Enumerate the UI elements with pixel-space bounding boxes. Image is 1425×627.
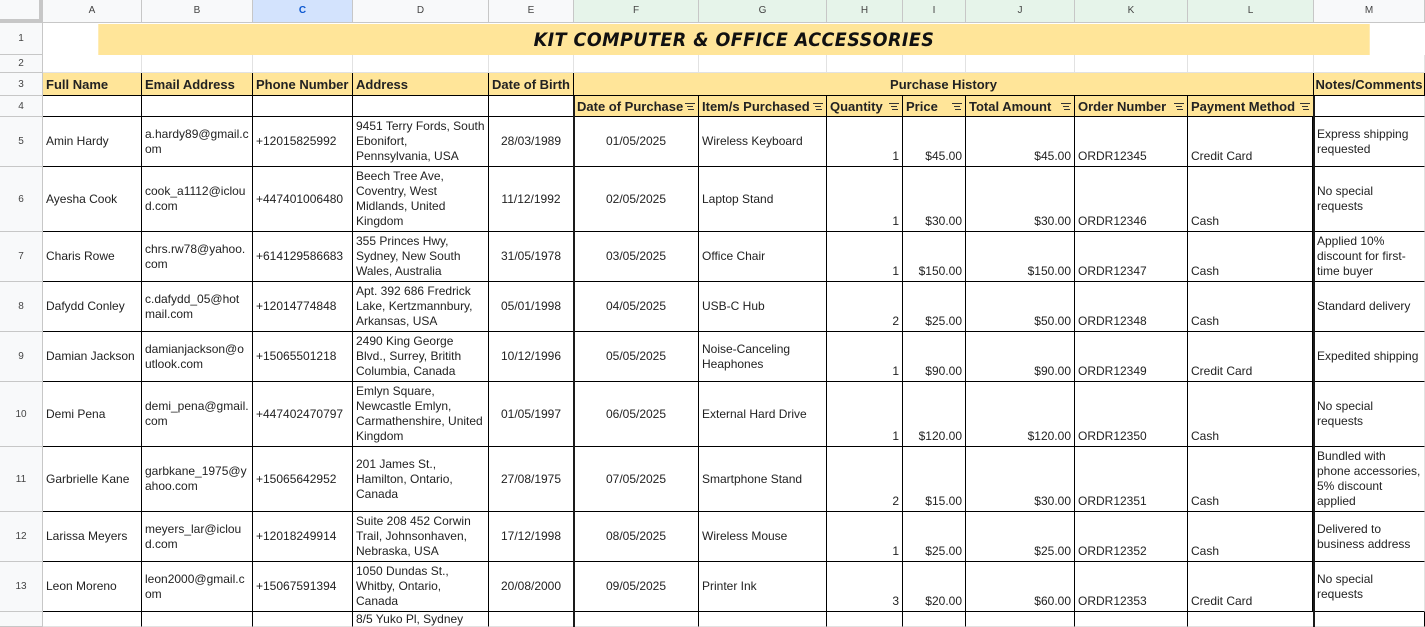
cell-order-number[interactable]: ORDR12349 [1075,332,1188,382]
cell-dob[interactable]: 10/12/1996 [489,332,574,382]
cell-phone[interactable]: +447402470797 [253,382,353,447]
cell[interactable] [253,96,353,117]
cell-notes[interactable]: No special requests [1314,167,1425,232]
cell-notes[interactable]: No special requests [1314,382,1425,447]
cell-quantity[interactable]: 1 [827,232,903,282]
row-header-2[interactable]: 2 [0,55,43,73]
cell[interactable] [142,612,253,627]
cell-email[interactable]: c.dafydd_05@hotmail.com [142,282,253,332]
cell[interactable] [574,55,699,73]
cell-email[interactable]: leon2000@gmail.com [142,562,253,612]
header-label: Price [906,98,938,114]
cell-date-of-purchase[interactable]: 04/05/2025 [574,282,699,332]
cell-price[interactable]: $150.00 [903,232,966,282]
cell-notes[interactable]: No special requests [1314,562,1425,612]
header-label: Payment Method [1191,98,1296,114]
cell-phone[interactable]: +12015825992 [253,117,353,167]
cell[interactable] [489,612,574,627]
cell[interactable] [253,55,353,73]
header-label: Quantity [830,98,883,114]
cell[interactable] [43,55,142,73]
header-dob: Date of Birth [489,73,574,96]
cell-email[interactable]: garbkane_1975@yahoo.com [142,447,253,512]
cell-item[interactable]: Laptop Stand [699,167,827,232]
cell-dob[interactable]: 01/05/1997 [489,382,574,447]
row-header-11[interactable]: 11 [0,447,43,512]
cell[interactable] [142,96,253,117]
cell-dob[interactable]: 27/08/1975 [489,447,574,512]
header-email: Email Address [142,73,253,96]
column-header-h[interactable]: H [827,0,903,23]
cell-phone[interactable]: +12018249914 [253,512,353,562]
cell-full-name[interactable]: Charis Rowe [43,232,142,282]
cell-payment[interactable]: Cash [1188,382,1314,447]
sheet-title: KIT COMPUTER & OFFICE ACCESSORIES [98,24,1369,55]
row-header-6[interactable]: 6 [0,167,43,232]
row-header-13[interactable]: 13 [0,562,43,612]
row-header-9[interactable]: 9 [0,332,43,382]
cell-price[interactable]: $15.00 [903,447,966,512]
cell[interactable] [1314,55,1425,73]
cell-full-name[interactable]: Dafydd Conley [43,282,142,332]
column-header-f[interactable]: F [574,0,699,23]
cell-address[interactable]: Emlyn Square, Newcastle Emlyn, Carmathenshire, United Kingdom [353,382,489,447]
cell-dob[interactable]: 05/01/1998 [489,282,574,332]
cell[interactable] [966,612,1075,627]
cell-dob[interactable]: 17/12/1998 [489,512,574,562]
cell-notes[interactable]: Expedited shipping [1314,332,1425,382]
cell-quantity[interactable]: 3 [827,562,903,612]
cell-item[interactable]: Wireless Mouse [699,512,827,562]
cell-phone[interactable]: +15065501218 [253,332,353,382]
header-label: Total Amount [969,98,1052,114]
cell-total[interactable]: $150.00 [966,232,1075,282]
cell-payment[interactable]: Cash [1188,512,1314,562]
cell-email[interactable]: a.hardy89@gmail.com [142,117,253,167]
column-header-l[interactable]: L [1188,0,1314,23]
cell-order-number[interactable]: ORDR12347 [1075,232,1188,282]
cell-full-name[interactable]: Ayesha Cook [43,167,142,232]
cell-phone[interactable]: +447401006480 [253,167,353,232]
column-header-k[interactable]: K [1075,0,1188,23]
section-divider [1313,96,1315,627]
cell-total[interactable]: $30.00 [966,447,1075,512]
cell-date-of-purchase[interactable]: 07/05/2025 [574,447,699,512]
cell-dob[interactable]: 20/08/2000 [489,562,574,612]
cell-date-of-purchase[interactable]: 06/05/2025 [574,382,699,447]
cell[interactable] [253,612,353,627]
column-header-i[interactable]: I [903,0,966,23]
cell-total[interactable]: $60.00 [966,562,1075,612]
header-full-name: Full Name [43,73,142,96]
cell-quantity[interactable]: 1 [827,117,903,167]
row-header-14[interactable] [0,612,43,627]
cell-quantity[interactable]: 2 [827,447,903,512]
cell-email[interactable]: damianjackson@outlook.com [142,332,253,382]
cell-full-name[interactable]: Garbrielle Kane [43,447,142,512]
cell-price[interactable]: $120.00 [903,382,966,447]
column-header-j[interactable]: J [966,0,1075,23]
cell-price[interactable]: $25.00 [903,512,966,562]
cell[interactable] [1075,55,1188,73]
cell-phone[interactable]: +15065642952 [253,447,353,512]
cell-dob[interactable]: 28/03/1989 [489,117,574,167]
filter-icon[interactable] [1300,102,1310,110]
cell[interactable] [827,612,903,627]
cell[interactable] [142,55,253,73]
cell-address[interactable]: Beech Tree Ave, Coventry, West Midlands, United Kingdom [353,167,489,232]
cell-total[interactable]: $25.00 [966,512,1075,562]
cell-phone[interactable]: +614129586683 [253,232,353,282]
cell-address[interactable]: 8/5 Yuko Pl, Sydney [353,612,489,627]
cell-payment[interactable]: Cash [1188,282,1314,332]
header-payment [1188,96,1314,117]
cell-notes[interactable]: Standard delivery [1314,282,1425,332]
cell-quantity[interactable]: 1 [827,167,903,232]
column-header-a[interactable]: A [43,0,142,23]
filter-icon[interactable] [889,102,899,110]
cell-price[interactable]: $45.00 [903,117,966,167]
cell-address[interactable]: 355 Princes Hwy, Sydney, New South Wales, Australia [353,232,489,282]
cell[interactable] [966,55,1075,73]
header-label: Date of Purchase [577,98,684,114]
cell-price[interactable]: $90.00 [903,332,966,382]
cell-full-name[interactable]: Damian Jackson [43,332,142,382]
cell[interactable] [1188,55,1314,73]
filter-icon[interactable] [1174,102,1184,110]
cell-order-number[interactable]: ORDR12345 [1075,117,1188,167]
select-all-corner[interactable] [0,0,43,23]
cell-phone[interactable]: +15067591394 [253,562,353,612]
cell-email[interactable]: demi_pena@gmail.com [142,382,253,447]
cell-email[interactable]: chrs.rw78@yahoo.com [142,232,253,282]
header-purchase-history: Purchase History [574,73,1314,96]
header-notes: Notes/Comments [1314,73,1425,96]
cell-order-number[interactable]: ORDR12352 [1075,512,1188,562]
column-header-d[interactable]: D [353,0,489,23]
cell-email[interactable]: meyers_lar@icloud.com [142,512,253,562]
cell[interactable] [827,55,903,73]
cell-quantity[interactable]: 1 [827,332,903,382]
cell-order-number[interactable]: ORDR12351 [1075,447,1188,512]
cell-date-of-purchase[interactable]: 08/05/2025 [574,512,699,562]
filter-icon[interactable] [685,102,695,110]
header-date-of-purchase [574,96,699,117]
column-header-g[interactable]: G [699,0,827,23]
filter-icon[interactable] [813,102,823,110]
cell-item[interactable]: External Hard Drive [699,382,827,447]
column-header-b[interactable]: B [142,0,253,23]
cell[interactable] [903,55,966,73]
cell[interactable] [903,612,966,627]
column-header-m[interactable]: M [1314,0,1425,23]
header-quantity [827,96,903,117]
cell-date-of-purchase[interactable]: 05/05/2025 [574,332,699,382]
cell-order-number[interactable]: ORDR12353 [1075,562,1188,612]
header-address: Address [353,73,489,96]
cell-item[interactable]: USB-C Hub [699,282,827,332]
cell-full-name[interactable]: Larissa Meyers [43,512,142,562]
filter-icon[interactable] [952,102,962,110]
cell-price[interactable]: $30.00 [903,167,966,232]
cell-total[interactable]: $120.00 [966,382,1075,447]
cell-quantity[interactable]: 2 [827,282,903,332]
cell-address[interactable]: 2490 King George Blvd., Surrey, Britith Columbia, Canada [353,332,489,382]
cell[interactable] [353,55,489,73]
cell-notes[interactable]: Delivered to business address [1314,512,1425,562]
row-header-8[interactable]: 8 [0,282,43,332]
cell[interactable] [353,96,489,117]
cell-address[interactable]: 1050 Dundas St., Whitby, Ontario, Canada [353,562,489,612]
cell-order-number[interactable]: ORDR12346 [1075,167,1188,232]
header-price [903,96,966,117]
cell-item[interactable]: Printer Ink [699,562,827,612]
header-label: Order Number [1078,98,1167,114]
row-header-4[interactable]: 4 [0,96,43,117]
cell-payment[interactable]: Credit Card [1188,562,1314,612]
cell-price[interactable]: $25.00 [903,282,966,332]
cell-order-number[interactable]: ORDR12348 [1075,282,1188,332]
cell-date-of-purchase[interactable]: 03/05/2025 [574,232,699,282]
cell-total[interactable]: $90.00 [966,332,1075,382]
cell-address[interactable]: 201 James St., Hamilton, Ontario, Canada [353,447,489,512]
header-order [1075,96,1188,117]
cell-total[interactable]: $30.00 [966,167,1075,232]
cell-notes[interactable]: Express shipping requested [1314,117,1425,167]
cell[interactable] [43,96,142,117]
section-divider [573,96,575,627]
row-header-1[interactable]: 1 [0,23,43,55]
header-phone: Phone Number [253,73,353,96]
cell-notes[interactable]: Applied 10% discount for first-time buyer [1314,232,1425,282]
cell-address[interactable]: 9451 Terry Fords, South Ebonifort, Pennsylvania, USA [353,117,489,167]
cell-address[interactable]: Apt. 392 686 Fredrick Lake, Kertzmannbury, Arkansas, USA [353,282,489,332]
cell[interactable] [1075,612,1188,627]
cell-phone[interactable]: +12014774848 [253,282,353,332]
cell-address[interactable]: Suite 208 452 Corwin Trail, Johnsonhaven, Nebraska, USA [353,512,489,562]
cell-item[interactable]: Smartphone Stand [699,447,827,512]
header-total [966,96,1075,117]
cell-payment[interactable]: Credit Card [1188,332,1314,382]
cell-notes[interactable]: Bundled with phone accessories, 5% discount applied [1314,447,1425,512]
cell-full-name[interactable]: Demi Pena [43,382,142,447]
cell[interactable] [43,612,142,627]
cell-payment[interactable]: Credit Card [1188,117,1314,167]
cell-payment[interactable]: Cash [1188,447,1314,512]
cell-quantity[interactable]: 1 [827,512,903,562]
header-items [699,96,827,117]
row-header-5[interactable]: 5 [0,117,43,167]
row-header-7[interactable]: 7 [0,232,43,282]
cell-item[interactable]: Wireless Keyboard [699,117,827,167]
cell-dob[interactable]: 31/05/1978 [489,232,574,282]
cell[interactable] [489,55,574,73]
cell[interactable] [1188,612,1314,627]
header-label: Item/s Purchased [702,98,810,114]
row-header-3[interactable]: 3 [0,73,43,96]
cell-item[interactable]: Office Chair [699,232,827,282]
row-header-12[interactable]: 12 [0,512,43,562]
cell-total[interactable]: $50.00 [966,282,1075,332]
cell-item[interactable]: Noise-Canceling Heaphones [699,332,827,382]
cell-date-of-purchase[interactable]: 01/05/2025 [574,117,699,167]
row-header-10[interactable]: 10 [0,382,43,447]
cell-date-of-purchase[interactable]: 09/05/2025 [574,562,699,612]
cell-date-of-purchase[interactable]: 02/05/2025 [574,167,699,232]
cell-price[interactable]: $20.00 [903,562,966,612]
cell[interactable] [699,612,827,627]
filter-icon[interactable] [1061,102,1071,110]
cell[interactable] [699,55,827,73]
cell[interactable] [574,612,699,627]
cell-payment[interactable]: Cash [1188,167,1314,232]
cell-quantity[interactable]: 1 [827,382,903,447]
cell-email[interactable]: cook_a1112@icloud.com [142,167,253,232]
column-header-c[interactable]: C [253,0,353,23]
cell[interactable] [1314,96,1425,117]
cell-order-number[interactable]: ORDR12350 [1075,382,1188,447]
cell[interactable] [489,96,574,117]
column-header-e[interactable]: E [489,0,574,23]
cell-full-name[interactable]: Leon Moreno [43,562,142,612]
cell-full-name[interactable]: Amin Hardy [43,117,142,167]
cell-payment[interactable]: Cash [1188,232,1314,282]
cell[interactable] [1314,612,1425,627]
cell-dob[interactable]: 11/12/1992 [489,167,574,232]
cell-total[interactable]: $45.00 [966,117,1075,167]
